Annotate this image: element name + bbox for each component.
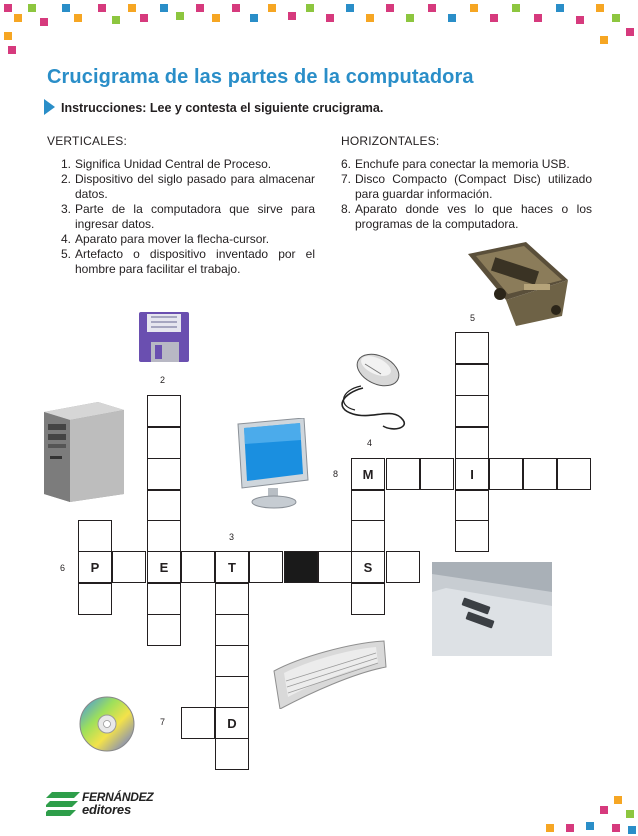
crossword-cell[interactable]: T bbox=[215, 551, 249, 583]
crossword-cell[interactable] bbox=[147, 458, 181, 490]
decor-square bbox=[346, 4, 354, 12]
crossword-cell[interactable] bbox=[147, 427, 181, 459]
publisher-subname: editores bbox=[82, 802, 131, 817]
clue-item: 8. Aparato donde ves lo que haces o los programas de la computadora. bbox=[341, 202, 592, 231]
decor-square bbox=[626, 28, 634, 36]
decor-square bbox=[576, 16, 584, 24]
horizontales-heading: HORIZONTALES: bbox=[341, 134, 440, 148]
keyboard-icon bbox=[270, 637, 390, 709]
decor-square bbox=[406, 14, 414, 22]
decor-square bbox=[196, 4, 204, 12]
crossword-cell[interactable]: D bbox=[215, 707, 249, 739]
monitor-icon bbox=[234, 418, 310, 510]
decor-square bbox=[112, 16, 120, 24]
decor-square bbox=[386, 4, 394, 12]
crossword-cell[interactable] bbox=[318, 551, 352, 583]
decor-square bbox=[546, 824, 554, 832]
horizontales-list bbox=[341, 157, 592, 232]
crossword-cell[interactable] bbox=[351, 520, 385, 552]
mouse-icon bbox=[333, 348, 413, 432]
grid-number: 8 bbox=[333, 469, 339, 479]
decor-square bbox=[176, 12, 184, 20]
decor-square bbox=[600, 36, 608, 44]
decor-square bbox=[596, 4, 604, 12]
decor-square bbox=[534, 14, 542, 22]
decor-square bbox=[556, 4, 564, 12]
crossword-cell[interactable] bbox=[215, 583, 249, 615]
decor-square bbox=[8, 46, 16, 54]
crossword-cell[interactable] bbox=[386, 458, 420, 490]
crossword-cell[interactable] bbox=[147, 614, 181, 646]
decor-square bbox=[626, 810, 634, 818]
crossword-cell[interactable] bbox=[455, 427, 489, 459]
crossword-cell[interactable] bbox=[147, 520, 181, 552]
decor-square bbox=[366, 14, 374, 22]
crossword-cell[interactable]: P bbox=[78, 551, 112, 583]
crossword-cell[interactable] bbox=[455, 332, 489, 364]
decor-square bbox=[4, 32, 12, 40]
crossword-cell[interactable] bbox=[455, 395, 489, 427]
decor-square bbox=[74, 14, 82, 22]
decor-square bbox=[212, 14, 220, 22]
crossword-cell-black bbox=[284, 551, 318, 583]
crossword-cell[interactable]: E bbox=[147, 551, 181, 583]
grid-number: 6 bbox=[60, 563, 66, 573]
decor-square bbox=[428, 4, 436, 12]
crossword-cell[interactable] bbox=[147, 395, 181, 427]
clue-item: 6. Enchufe para conectar la memoria USB. bbox=[341, 157, 570, 171]
verticales-heading: VERTICALES: bbox=[47, 134, 128, 148]
grid-number: 3 bbox=[229, 532, 235, 542]
grid-number: 2 bbox=[160, 375, 166, 385]
typewriter-icon bbox=[466, 240, 570, 328]
decor-square bbox=[128, 4, 136, 12]
decor-square bbox=[268, 4, 276, 12]
decor-square bbox=[28, 4, 36, 12]
crossword-cell[interactable] bbox=[351, 490, 385, 522]
crossword-cell[interactable] bbox=[351, 583, 385, 615]
decor-square bbox=[470, 4, 478, 12]
verticales-list bbox=[61, 157, 315, 277]
cd-icon bbox=[78, 695, 136, 753]
crossword-cell[interactable]: I bbox=[455, 458, 489, 490]
floppy-disk-icon bbox=[137, 310, 191, 364]
crossword-cell[interactable] bbox=[112, 551, 146, 583]
publisher-logo bbox=[46, 790, 156, 820]
decor-square bbox=[612, 824, 620, 832]
decor-square bbox=[512, 4, 520, 12]
publisher-name: FERNÁNDEZ bbox=[82, 790, 154, 804]
clue-item: 1. Significa Unidad Central de Proceso. bbox=[61, 157, 272, 171]
crossword-cell[interactable] bbox=[215, 614, 249, 646]
decor-square bbox=[614, 796, 622, 804]
crossword-cell[interactable] bbox=[489, 458, 523, 490]
decor-square bbox=[250, 14, 258, 22]
decor-square bbox=[490, 14, 498, 22]
clue-item: 5. Artefacto o dispositivo inventado por el hombre para facilitar el trabajo. bbox=[61, 247, 315, 276]
crossword-cell[interactable] bbox=[181, 551, 215, 583]
crossword-cell[interactable] bbox=[215, 676, 249, 708]
grid-number: 4 bbox=[367, 438, 373, 448]
play-arrow-icon bbox=[44, 99, 55, 115]
decor-square bbox=[326, 14, 334, 22]
clue-item: 3. Parte de la computadora que sirve para ingresar datos. bbox=[61, 202, 315, 231]
instructions: Instrucciones: Lee y contesta el siguiente crucigrama. bbox=[61, 101, 384, 115]
decor-square bbox=[232, 4, 240, 12]
decor-square bbox=[628, 826, 636, 834]
decor-square bbox=[160, 4, 168, 12]
decor-square bbox=[612, 14, 620, 22]
crossword-cell[interactable] bbox=[455, 520, 489, 552]
clue-item: 4. Aparato para mover la flecha-cursor. bbox=[61, 232, 270, 246]
crossword-cell[interactable] bbox=[215, 645, 249, 677]
decor-square bbox=[40, 18, 48, 26]
decor-square bbox=[288, 12, 296, 20]
crossword-cell[interactable] bbox=[147, 490, 181, 522]
crossword-cell[interactable]: S bbox=[351, 551, 385, 583]
crossword-cell[interactable] bbox=[386, 551, 420, 583]
crossword-cell[interactable] bbox=[147, 583, 181, 615]
publisher-emblem-icon bbox=[46, 792, 80, 816]
clue-item: 7. Disco Compacto (Compact Disc) utilizado para guardar información. bbox=[341, 172, 592, 201]
decor-square bbox=[566, 824, 574, 832]
decor-square bbox=[14, 14, 22, 22]
cpu-tower-icon bbox=[40, 398, 128, 502]
decor-square bbox=[62, 4, 70, 12]
grid-number: 7 bbox=[160, 717, 166, 727]
crossword-cell[interactable] bbox=[420, 458, 454, 490]
crossword-cell[interactable] bbox=[181, 707, 215, 739]
crossword-cell[interactable] bbox=[455, 364, 489, 396]
decor-square bbox=[600, 806, 608, 814]
crossword-cell[interactable] bbox=[523, 458, 557, 490]
crossword-cell[interactable] bbox=[455, 490, 489, 522]
decor-square bbox=[306, 4, 314, 12]
crossword-cell[interactable] bbox=[78, 583, 112, 615]
crossword-cell[interactable] bbox=[557, 458, 591, 490]
decor-square bbox=[98, 4, 106, 12]
usb-port-icon bbox=[432, 562, 552, 656]
grid-number: 5 bbox=[470, 313, 476, 323]
decor-square bbox=[448, 14, 456, 22]
crossword-cell[interactable] bbox=[78, 520, 112, 552]
crossword-cell[interactable] bbox=[249, 551, 283, 583]
decor-square bbox=[586, 822, 594, 830]
crossword-cell[interactable]: M bbox=[351, 458, 385, 490]
crossword-cell[interactable] bbox=[215, 738, 249, 770]
decor-square bbox=[140, 14, 148, 22]
page-title: Crucigrama de las partes de la computadora bbox=[47, 66, 474, 88]
clue-item: 2. Dispositivo del siglo pasado para almacenar datos. bbox=[61, 172, 315, 201]
decor-square bbox=[4, 4, 12, 12]
